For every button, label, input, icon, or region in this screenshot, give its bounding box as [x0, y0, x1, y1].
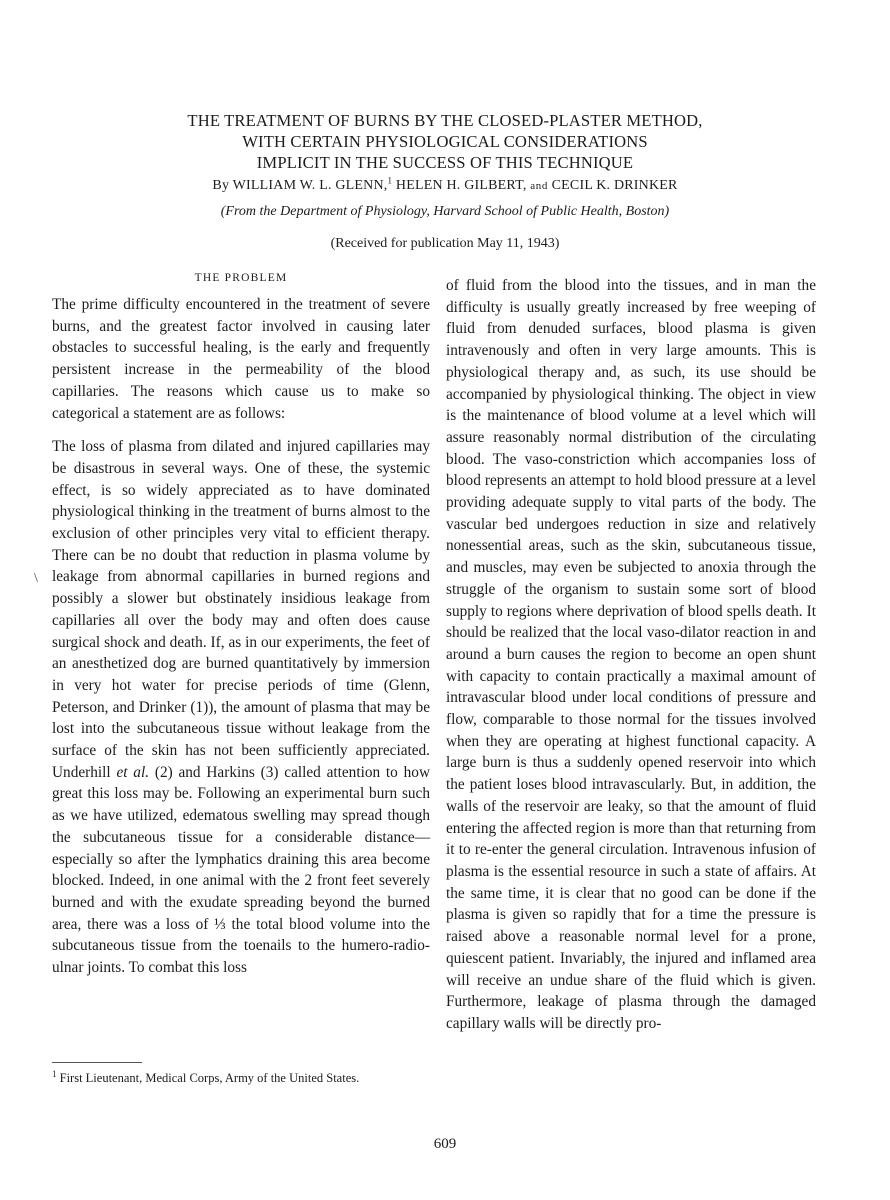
author-1-footnote-ref: 1	[387, 175, 393, 186]
received-date: (Received for publication May 11, 1943)	[330, 236, 560, 251]
left-column	[52, 268, 430, 979]
paragraph-2-part-b: (2) and Harkins (3) called attention to how great this loss may be. Following an experimental burn such as we have utilized, edematous swelling may spread though the subcutaneous tissue for a considerable distance—especially so after the lymphatics draining this area become blocked. Indeed, in one animal with the 2 front feet severely burned and with the exudate spreading beyond the burned area, there was a loss of ⅓ the total blood volume into the subcutaneous tissue from the toenails to the humero-radio-ulnar joints. To combat this loss	[52, 763, 430, 977]
section-heading: THE PROBLEM	[194, 272, 288, 284]
article-title	[60, 110, 830, 173]
author-2: HELEN H. GILBERT,	[395, 178, 527, 193]
footnote-divider	[52, 1062, 142, 1063]
title-line-3: IMPLICIT IN THE SUCCESS OF THIS TECHNIQUE	[256, 153, 634, 172]
author-byline	[60, 175, 830, 194]
right-column	[446, 275, 816, 1035]
paragraph-1: The prime difficulty encountered in the treatment of severe burns, and the greatest factor involved in causing later obstacles to successful healing, is the early and frequently persistent increase in the permeability of the blood capillaries. The reasons which cause us to make so categorical a statement are as follows:	[52, 296, 430, 422]
byline-and: and	[530, 180, 548, 192]
paragraph-3: of fluid from the blood into the tissues, and in man the difficulty is usually greatly increased by free weeping of fluid from denuded surfaces, blood plasma is given intravenously and often in very large amounts. This is physiological therapy and, as such, its use should be accompanied by physiological thinking. The object in view is the maintenance of blood volume at a level which will assure reasonably normal distribution of the circulating blood. The vaso-constriction which accompanies loss of blood represents an attempt to hold blood pressure at a level providing adequate supply to vital parts of the body. The vascular bed undergoes reduction in size and relatively nonessential areas, such as the skin, subcutaneous tissue, and muscles, may even be subjected to anoxia through the struggle of the organism to sustain some sort of blood supply to regions where deprivation of blood spells death. It should be realized that the local vaso-dilator reaction in and around a burn causes the region to become an open shunt with capacity to contain practically a maximal amount of intravascular blood under local conditions of pressure and flow, comparable to those normal for the tissues involved when they are operating at highest functional capacity. A large burn is thus a suddenly opened reservoir into which the patient loses blood intravascularly. But, in addition, the walls of the reservoir are leaky, so that the amount of fluid entering the affected region is more than that returning from it to re-enter the general circulation. Intravenous infusion of plasma is the essential resource in such a state of affairs. At the same time, it is clear that no good can be done if the plasma is given so rapidly that for a time the pressure is raised above a reasonable normal level for a prone, quiescent patient. Invariably, the injured and inflamed area will receive an undue share of the fluid which is given. Furthermore, leakage of plasma through the damaged capillary walls will be directly pro-	[446, 277, 816, 1032]
page-number: 609	[433, 1136, 457, 1152]
paragraph-2	[52, 436, 430, 979]
byline-by: By	[212, 178, 230, 193]
affiliation: (From the Department of Physiology, Harvard School of Public Health, Boston)	[220, 204, 670, 219]
title-line-2: WITH CERTAIN PHYSIOLOGICAL CONSIDERATIONS	[242, 132, 648, 151]
footnote-number: 1	[52, 1068, 57, 1079]
footnote-text: First Lieutenant, Medical Corps, Army of the United States.	[59, 1071, 360, 1085]
title-line-1: THE TREATMENT OF BURNS BY THE CLOSED-PLASTER METHOD,	[187, 111, 703, 130]
paragraph-2-part-a: The loss of plasma from dilated and injured capillaries may be disastrous in several ways. One of these, the systemic effect, is so widely appreciated as to have dominated physiological thinking in the treatment of burns almost to the exclusion of other principles very vital to efficient therapy. There can be no doubt that reduction in plasma volume by leakage from abnormal capillaries in burned regions and possibly a slower but obstinately insidious leakage from capillaries all over the body may and often does cause surgical shock and death. If, as in our experiments, the feet of an anesthetized dog are burned quantitatively by immersion in very hot water for precise periods of time (Glenn, Peterson, and Drinker (1)), the amount of plasma that may be lost into the subcutaneous tissue without leakage from the surface of the skin has not been sufficiently appreciated. Underhill	[52, 438, 430, 781]
footnote	[52, 1070, 430, 1086]
paragraph-2-etal: et al.	[116, 763, 150, 781]
margin-mark: \	[34, 571, 38, 586]
author-1: WILLIAM W. L. GLENN,	[232, 178, 388, 193]
author-3: CECIL K. DRINKER	[551, 178, 678, 193]
